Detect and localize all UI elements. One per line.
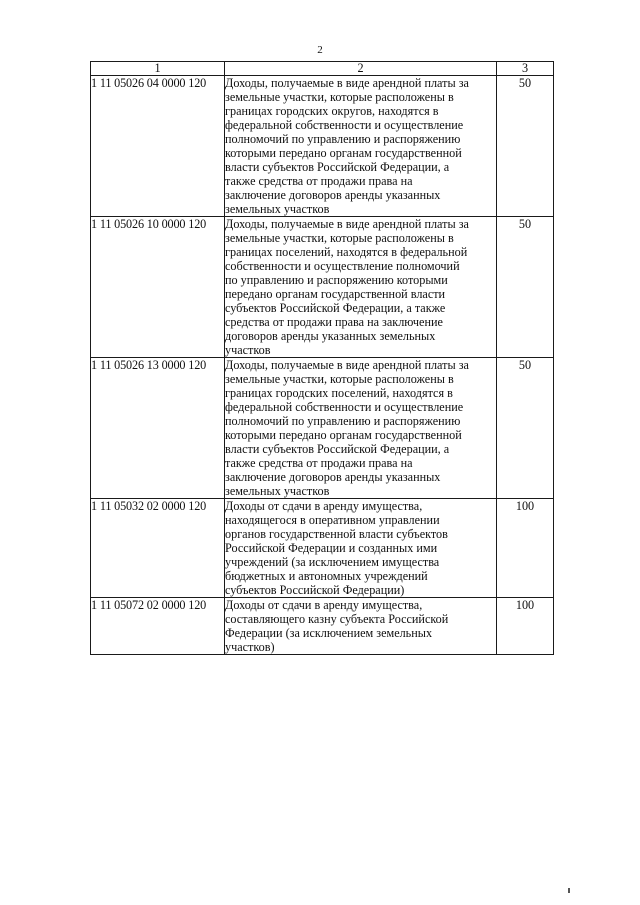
description-line: участков xyxy=(225,343,271,357)
revenue-code-cell: 1 11 05026 10 0000 120 xyxy=(91,217,225,358)
description-line: полномочий по управлению и распоряжению xyxy=(225,132,461,146)
description-line: границах городских поселений, находятся в xyxy=(225,386,453,400)
description-line: Доходы от сдачи в аренду имущества, xyxy=(225,499,423,513)
description-line: участков) xyxy=(225,640,275,654)
revenue-description-cell xyxy=(225,76,497,217)
page-number: 2 xyxy=(317,44,323,56)
description-line: Доходы от сдачи в аренду имущества, xyxy=(225,598,423,612)
description-line: средства от продажи права на заключение xyxy=(225,315,443,329)
table-row xyxy=(91,217,554,358)
revenue-description-cell xyxy=(225,217,497,358)
description-line: органов государственной власти субъектов xyxy=(225,527,448,541)
amount-cell: 50 xyxy=(497,76,554,217)
table-row xyxy=(91,358,554,499)
table-row xyxy=(91,598,554,655)
description-line: земельных участков xyxy=(225,202,330,216)
description-line: также средства от продажи права на xyxy=(225,456,413,470)
description-line: власти субъектов Российской Федерации, а xyxy=(225,160,450,174)
revenue-description-cell xyxy=(225,358,497,499)
revenue-code-cell: 1 11 05026 13 0000 120 xyxy=(91,358,225,499)
revenue-code-cell: 1 11 05032 02 0000 120 xyxy=(91,499,225,598)
description-line: границах поселений, находятся в федеральной xyxy=(225,245,468,259)
description-line: субъектов Российской Федерации, а также xyxy=(225,301,446,315)
description-line: полномочий по управлению и распоряжению xyxy=(225,414,461,428)
description-line: договоров аренды указанных земельных xyxy=(225,329,436,343)
description-line: заключение договоров аренды указанных xyxy=(225,188,441,202)
description-line: Доходы, получаемые в виде арендной платы за xyxy=(225,76,469,90)
description-line: земельные участки, которые расположены в xyxy=(225,372,454,386)
revenue-code-cell: 1 11 05072 02 0000 120 xyxy=(91,598,225,655)
table-header-row xyxy=(91,62,554,76)
table-body xyxy=(91,76,554,655)
description-line: которыми передано органам государственной xyxy=(225,428,462,442)
amount-cell: 50 xyxy=(497,217,554,358)
description-line: федеральной собственности и осуществление xyxy=(225,400,464,414)
description-line: федеральной собственности и осуществление xyxy=(225,118,464,132)
description-line: составляющего казну субъекта Российской xyxy=(225,612,449,626)
description-line: находящегося в оперативном управлении xyxy=(225,513,440,527)
header-col-3: 3 xyxy=(497,62,554,76)
scan-mark xyxy=(568,888,570,893)
description-line: земельные участки, которые расположены в xyxy=(225,231,454,245)
description-line: Российской Федерации и созданных ими xyxy=(225,541,438,555)
description-line: границах городских округов, находятся в xyxy=(225,104,439,118)
amount-cell: 100 xyxy=(497,499,554,598)
amount-cell: 100 xyxy=(497,598,554,655)
description-line: Доходы, получаемые в виде арендной платы за xyxy=(225,217,469,231)
description-line: власти субъектов Российской Федерации, а xyxy=(225,442,450,456)
description-line: которыми передано органам государственной xyxy=(225,146,462,160)
revenue-description-cell xyxy=(225,499,497,598)
header-col-2: 2 xyxy=(225,62,497,76)
description-line: Доходы, получаемые в виде арендной платы за xyxy=(225,358,469,372)
description-line: земельных участков xyxy=(225,484,330,498)
header-col-1: 1 xyxy=(91,62,225,76)
description-line: по управлению и распоряжению которыми xyxy=(225,273,448,287)
description-line: собственности и осуществление полномочий xyxy=(225,259,460,273)
amount-cell: 50 xyxy=(497,358,554,499)
description-line: заключение договоров аренды указанных xyxy=(225,470,441,484)
description-line: также средства от продажи права на xyxy=(225,174,413,188)
description-line: земельные участки, которые расположены в xyxy=(225,90,454,104)
description-line: субъектов Российской Федерации) xyxy=(225,583,405,597)
description-line: Федерации (за исключением земельных xyxy=(225,626,433,640)
description-line: учреждений (за исключением имущества xyxy=(225,555,440,569)
revenue-table xyxy=(90,61,554,655)
revenue-description-cell xyxy=(225,598,497,655)
revenue-code-cell: 1 11 05026 04 0000 120 xyxy=(91,76,225,217)
description-line: бюджетных и автономных учреждений xyxy=(225,569,428,583)
description-line: передано органам государственной власти xyxy=(225,287,446,301)
table-row xyxy=(91,499,554,598)
table-row xyxy=(91,76,554,217)
